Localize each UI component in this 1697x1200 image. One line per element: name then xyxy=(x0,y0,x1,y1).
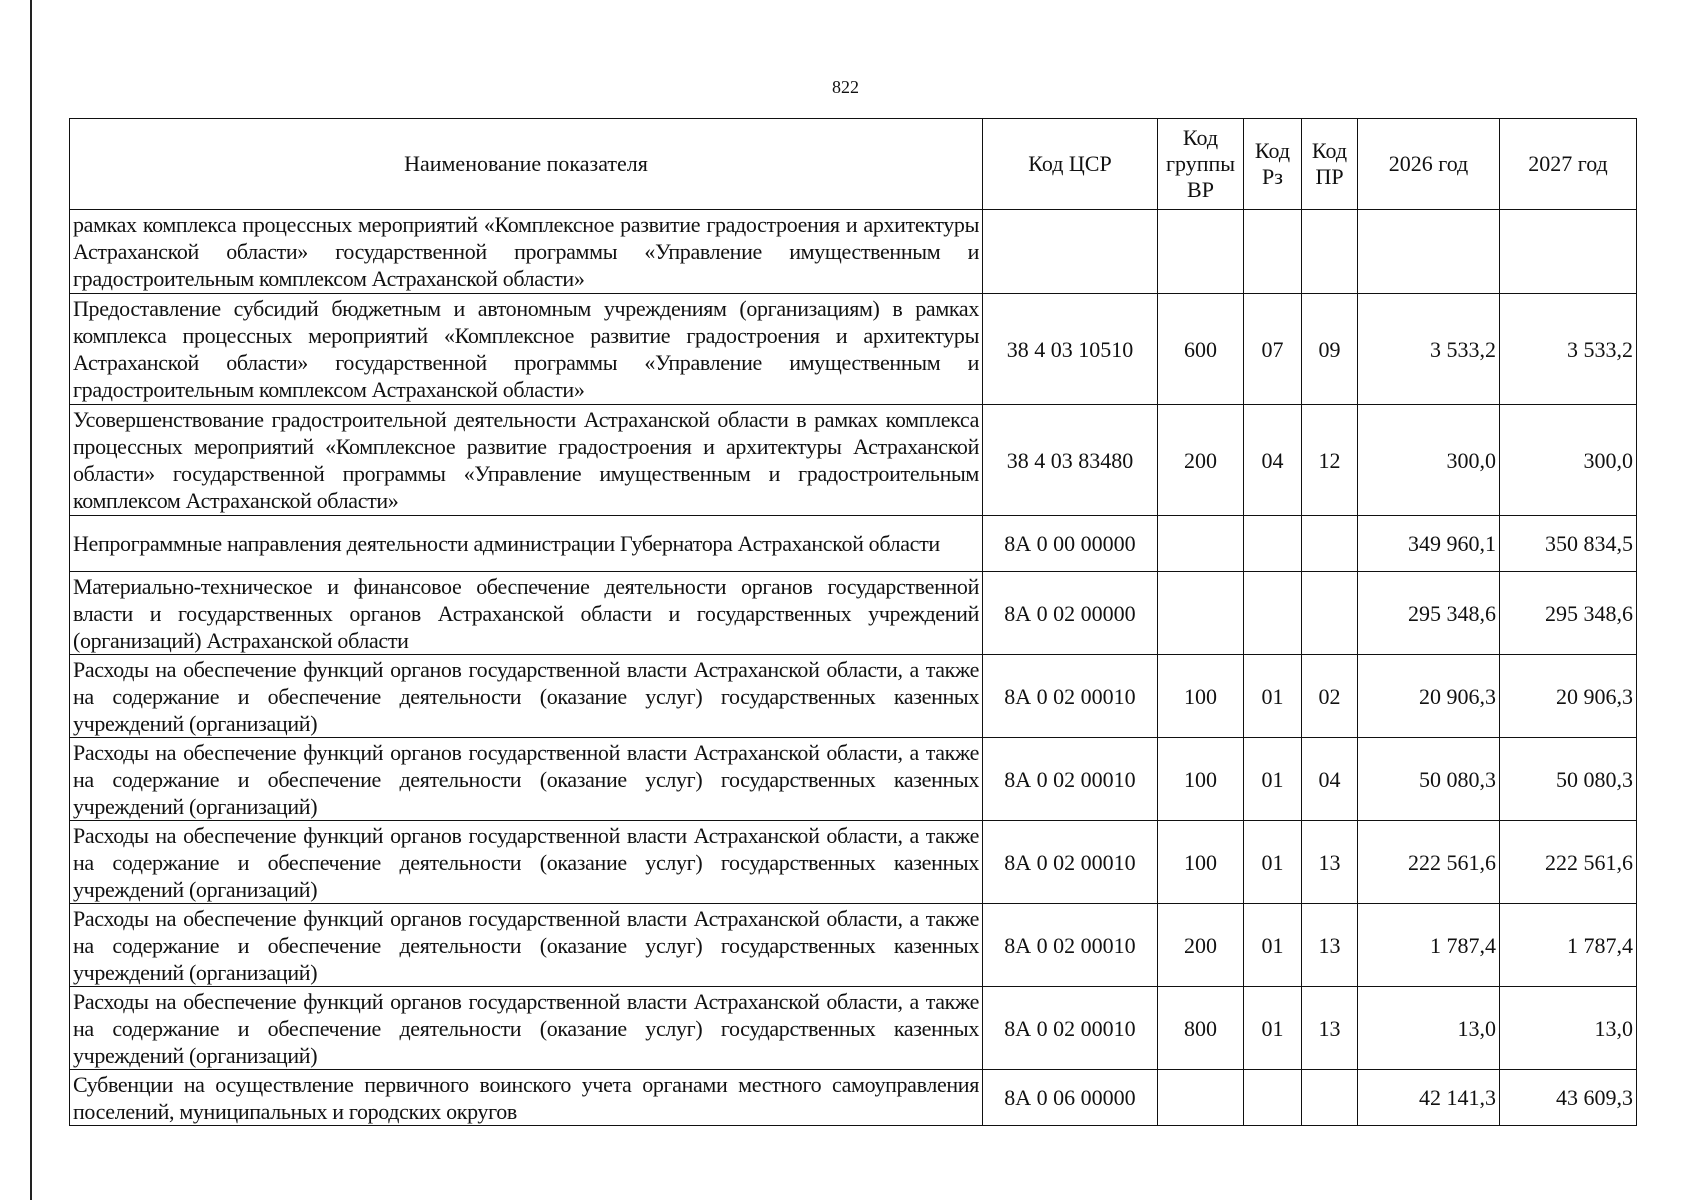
row-pr: 09 xyxy=(1302,294,1358,405)
row-rz xyxy=(1244,516,1302,572)
row-csr xyxy=(983,210,1158,294)
table-row xyxy=(70,987,1637,1070)
row-rz: 01 xyxy=(1244,987,1302,1070)
row-rz: 01 xyxy=(1244,821,1302,904)
row-name: Расходы на обеспечение функций органов государственной власти Астраханской области, а также на содержание и обеспечение деятельности (оказание услуг) государственных казенных учреждений (организаций) xyxy=(70,738,983,821)
row-2026: 20 906,3 xyxy=(1358,655,1500,738)
row-pr: 13 xyxy=(1302,904,1358,987)
table-row xyxy=(70,210,1637,294)
row-vr xyxy=(1158,572,1244,655)
row-pr xyxy=(1302,572,1358,655)
table-row xyxy=(70,294,1637,405)
row-2027: 20 906,3 xyxy=(1500,655,1637,738)
row-2027: 43 609,3 xyxy=(1500,1070,1637,1126)
table-row xyxy=(70,904,1637,987)
row-csr: 8А 0 00 00000 xyxy=(983,516,1158,572)
row-pr: 02 xyxy=(1302,655,1358,738)
header-csr: Код ЦСР xyxy=(983,119,1158,210)
row-vr: 200 xyxy=(1158,904,1244,987)
row-2026: 3 533,2 xyxy=(1358,294,1500,405)
row-pr: 04 xyxy=(1302,738,1358,821)
row-rz xyxy=(1244,210,1302,294)
table-row xyxy=(70,1070,1637,1126)
row-2026: 349 960,1 xyxy=(1358,516,1500,572)
row-2026: 222 561,6 xyxy=(1358,821,1500,904)
scan-edge-line xyxy=(30,0,32,1200)
row-2027: 50 080,3 xyxy=(1500,738,1637,821)
row-name: Субвенции на осуществление первичного воинского учета органами местного самоуправления поселений, муниципальных и городских округов xyxy=(70,1070,983,1126)
row-csr: 8А 0 02 00010 xyxy=(983,987,1158,1070)
row-pr: 12 xyxy=(1302,405,1358,516)
table-row xyxy=(70,572,1637,655)
table-row xyxy=(70,516,1637,572)
row-2027: 3 533,2 xyxy=(1500,294,1637,405)
row-name: Непрограммные направления деятельности администрации Губернатора Астраханской области xyxy=(70,516,983,572)
row-pr: 13 xyxy=(1302,987,1358,1070)
row-rz: 01 xyxy=(1244,904,1302,987)
header-2027: 2027 год xyxy=(1500,119,1637,210)
row-2026: 50 080,3 xyxy=(1358,738,1500,821)
row-name: Расходы на обеспечение функций органов государственной власти Астраханской области, а также на содержание и обеспечение деятельности (оказание услуг) государственных казенных учреждений (организаций) xyxy=(70,655,983,738)
row-vr xyxy=(1158,1070,1244,1126)
row-csr: 8А 0 06 00000 xyxy=(983,1070,1158,1126)
row-name: Расходы на обеспечение функций органов государственной власти Астраханской области, а также на содержание и обеспечение деятельности (оказание услуг) государственных казенных учреждений (организаций) xyxy=(70,987,983,1070)
row-pr xyxy=(1302,210,1358,294)
row-rz: 07 xyxy=(1244,294,1302,405)
page-number: 822 xyxy=(832,77,859,97)
header-2026: 2026 год xyxy=(1358,119,1500,210)
row-name: Расходы на обеспечение функций органов государственной власти Астраханской области, а также на содержание и обеспечение деятельности (оказание услуг) государственных казенных учреждений (организаций) xyxy=(70,821,983,904)
row-pr xyxy=(1302,516,1358,572)
row-rz xyxy=(1244,572,1302,655)
row-name: Материально-техническое и финансовое обеспечение деятельности органов государственной власти и государственных органов Астраханской области и государственных учреждений (организаций) Астраханской области xyxy=(70,572,983,655)
row-name: Усовершенствование градостроительной деятельности Астраханской области в рамках комплекса процессных мероприятий «Комплексное развитие градостроения и архитектуры Астраханской области» государственной программы «Управление имущественным и градостроительным комплексом Астраханской области» xyxy=(70,405,983,516)
table-row xyxy=(70,405,1637,516)
row-2026: 1 787,4 xyxy=(1358,904,1500,987)
row-vr: 100 xyxy=(1158,821,1244,904)
row-csr: 8А 0 02 00010 xyxy=(983,655,1158,738)
row-2026: 42 141,3 xyxy=(1358,1070,1500,1126)
row-vr: 800 xyxy=(1158,987,1244,1070)
row-name: Предоставление субсидий бюджетным и автономным учреждениям (организациям) в рамках комплекса процессных мероприятий «Комплексное развитие градостроения и архитектуры Астраханской области» государственной программы «Управление имущественным и градостроительным комплексом Астраханской области» xyxy=(70,294,983,405)
row-2026: 300,0 xyxy=(1358,405,1500,516)
row-csr: 8А 0 02 00010 xyxy=(983,821,1158,904)
row-2027: 13,0 xyxy=(1500,987,1637,1070)
row-csr: 38 4 03 83480 xyxy=(983,405,1158,516)
row-2027 xyxy=(1500,210,1637,294)
row-name: рамках комплекса процессных мероприятий «Комплексное развитие градостроения и архитектуры Астраханской области» государственной программы «Управление имущественным и градостроительным комплексом Астраханской области» xyxy=(70,210,983,294)
row-rz: 01 xyxy=(1244,655,1302,738)
row-pr: 13 xyxy=(1302,821,1358,904)
header-rz: Код Рз xyxy=(1244,119,1302,210)
row-pr xyxy=(1302,1070,1358,1126)
row-rz: 01 xyxy=(1244,738,1302,821)
header-pr: Код ПР xyxy=(1302,119,1358,210)
row-rz xyxy=(1244,1070,1302,1126)
row-2027: 295 348,6 xyxy=(1500,572,1637,655)
table-row xyxy=(70,655,1637,738)
row-vr xyxy=(1158,516,1244,572)
row-vr xyxy=(1158,210,1244,294)
row-rz: 04 xyxy=(1244,405,1302,516)
header-name: Наименование показателя xyxy=(70,119,983,210)
row-2027: 350 834,5 xyxy=(1500,516,1637,572)
table-row xyxy=(70,738,1637,821)
row-csr: 8А 0 02 00000 xyxy=(983,572,1158,655)
row-vr: 200 xyxy=(1158,405,1244,516)
table-header-row xyxy=(70,119,1637,210)
budget-table xyxy=(69,118,1637,1126)
row-2027: 1 787,4 xyxy=(1500,904,1637,987)
header-vr: Код группы ВР xyxy=(1158,119,1244,210)
row-2026: 13,0 xyxy=(1358,987,1500,1070)
row-2027: 300,0 xyxy=(1500,405,1637,516)
row-2027: 222 561,6 xyxy=(1500,821,1637,904)
row-csr: 8А 0 02 00010 xyxy=(983,904,1158,987)
row-2026: 295 348,6 xyxy=(1358,572,1500,655)
row-csr: 38 4 03 10510 xyxy=(983,294,1158,405)
row-name: Расходы на обеспечение функций органов государственной власти Астраханской области, а также на содержание и обеспечение деятельности (оказание услуг) государственных казенных учреждений (организаций) xyxy=(70,904,983,987)
table-row xyxy=(70,821,1637,904)
row-vr: 100 xyxy=(1158,738,1244,821)
row-2026 xyxy=(1358,210,1500,294)
row-vr: 600 xyxy=(1158,294,1244,405)
row-csr: 8А 0 02 00010 xyxy=(983,738,1158,821)
row-vr: 100 xyxy=(1158,655,1244,738)
